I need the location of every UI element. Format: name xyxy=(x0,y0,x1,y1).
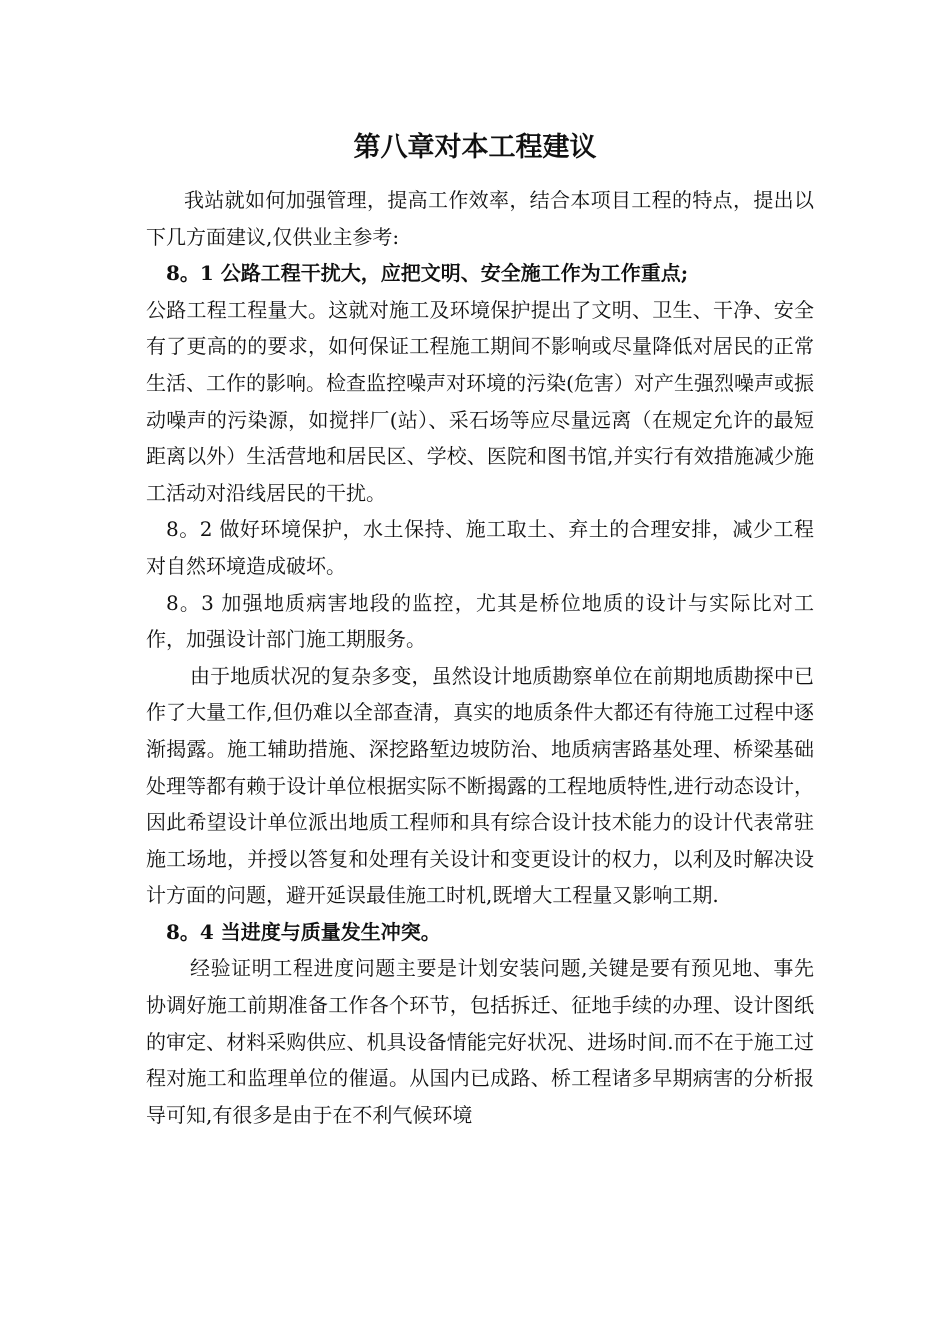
section-8-2-paragraph: 8。2 做好环境保护，水土保持、施工取土、弃土的合理安排，减少工程对自然环境造成破坏。 xyxy=(146,517,814,578)
document-body xyxy=(146,182,814,1133)
section-8-4-paragraph: 经验证明工程进度问题主要是计划安装问题,关键是要有预见地、事先协调好施工前期准备工作各个环节，包括拆迁、征地手续的办理、设计图纸的审定、材料采购供应、机具设备情能完好状况、进场时间.而不在于施工过程对施工和监理单位的催逼。从国内已成路、桥工程诸多早期病害的分析报导可知,有很多是由于在不利气候环境 xyxy=(146,956,814,1127)
chapter-title: 第八章对本工程建议 xyxy=(353,132,597,163)
section-heading-8-1: 8。1 公路工程干扰大，应把文明、安全施工作为工作重点; xyxy=(166,261,689,286)
geology-paragraph: 由于地质状况的复杂多变，虽然设计地质勘察单位在前期地质勘探中已作了大量工作,但仍难以全部查清，真实的地质条件大都还有待施工过程中逐渐揭露。施工辅助措施、深挖路堑边坡防治、地质病害路基处理、桥梁基础处理等都有赖于设计单位根据实际不断揭露的工程地质特性,进行动态设计，因此希望设计单位派出地质工程师和具有综合设计技术能力的设计代表常驻施工场地，并授以答复和处理有关设计和变更设计的权力，以利及时解决设计方面的问题，避开延误最佳施工时机,既增大工程量又影响工期. xyxy=(146,663,814,908)
intro-paragraph: 我站就如何加强管理，提高工作效率，结合本项目工程的特点，提出以下几方面建议,仅供业主参考: xyxy=(146,188,814,249)
section-8-1-paragraph: 公路工程工程量大。这就对施工及环境保护提出了文明、卫生、干净、安全有了更高的的要求，如何保证工程施工期间不影响或尽量降低对居民的正常生活、工作的影响。检查监控噪声对环境的污染(危害）对产生强烈噪声或振动噪声的污染源，如搅拌厂(站）、采石场等应尽量远离（在规定允许的最短距离以外）生活营地和居民区、学校、医院和图书馆,并实行有效措施减少施工活动对沿线居民的干扰。 xyxy=(146,297,814,505)
section-8-3-paragraph: 8。3 加强地质病害地段的监控，尤其是桥位地质的设计与实际比对工作，加强设计部门施工期服务。 xyxy=(146,590,814,652)
section-heading-8-4: 8。4 当进度与质量发生冲突。 xyxy=(166,919,441,944)
